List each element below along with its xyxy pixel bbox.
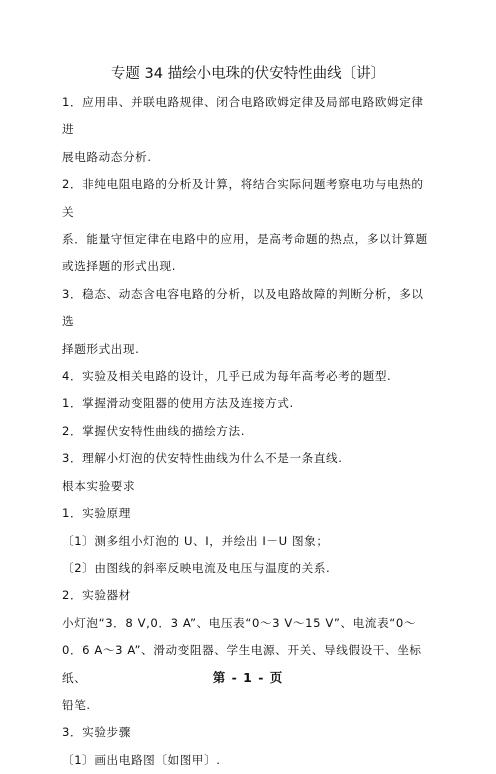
body-line: 1．掌握滑动变阻器的使用方法及连接方式. [62,396,294,411]
body-line: 〔1〕画出电路图〔如图甲〕. [62,752,221,767]
body-line: 展电路动态分析. [62,149,152,164]
section-heading: 根本实验要求 [62,478,136,493]
body-line: 〔1〕测多组小灯泡的 U、I，并绘出 I－U 图象； [62,533,329,548]
body-line: 择题形式出现. [62,341,140,356]
body-line: 2．非纯电阻电路的分析及计算，将结合实际问题考察电功与电热的关 [62,177,424,219]
body-line: 2．掌握伏安特性曲线的描绘方法. [62,423,245,438]
body-line: 或选择题的形式出现. [62,259,177,274]
body-line: 小灯泡“3．8 V,0．3 A”、电压表“0～3 V～15 V”、电流表“0～ [62,615,417,630]
body-line: 3．理解小灯泡的伏安特性曲线为什么不是一条直线. [62,451,343,466]
body-line: 2．实验器材 [62,588,131,603]
body-line: 0．6 A～3 A”、滑动变阻器、学生电源、开关、导线假设干、坐标纸、 [62,643,422,685]
body-line: 4．实验及相关电路的设计，几乎已成为每年高考必考的题型. [62,369,392,384]
page-number: 第 - 1 - 页 [212,670,284,685]
body-line: 1．实验原理 [62,506,131,521]
body-line: 系．能量守恒定律在电路中的应用，是高考命题的热点，多以计算题 [62,232,428,247]
body-line: 3．实验步骤 [62,725,131,740]
body-line: 1．应用串、并联电路规律、闭合电路欧姆定律及局部电路欧姆定律进 [62,95,424,137]
body-line: 铅笔. [62,697,91,712]
body-line: 〔2〕由图线的斜率反映电流及电压与温度的关系. [62,560,331,575]
document-title: 专题 34 描绘小电珠的伏安特性曲线〔讲〕 [110,66,386,82]
body-line: 3．稳态、动态含电容电路的分析，以及电路故障的判断分析，多以选 [62,286,424,329]
